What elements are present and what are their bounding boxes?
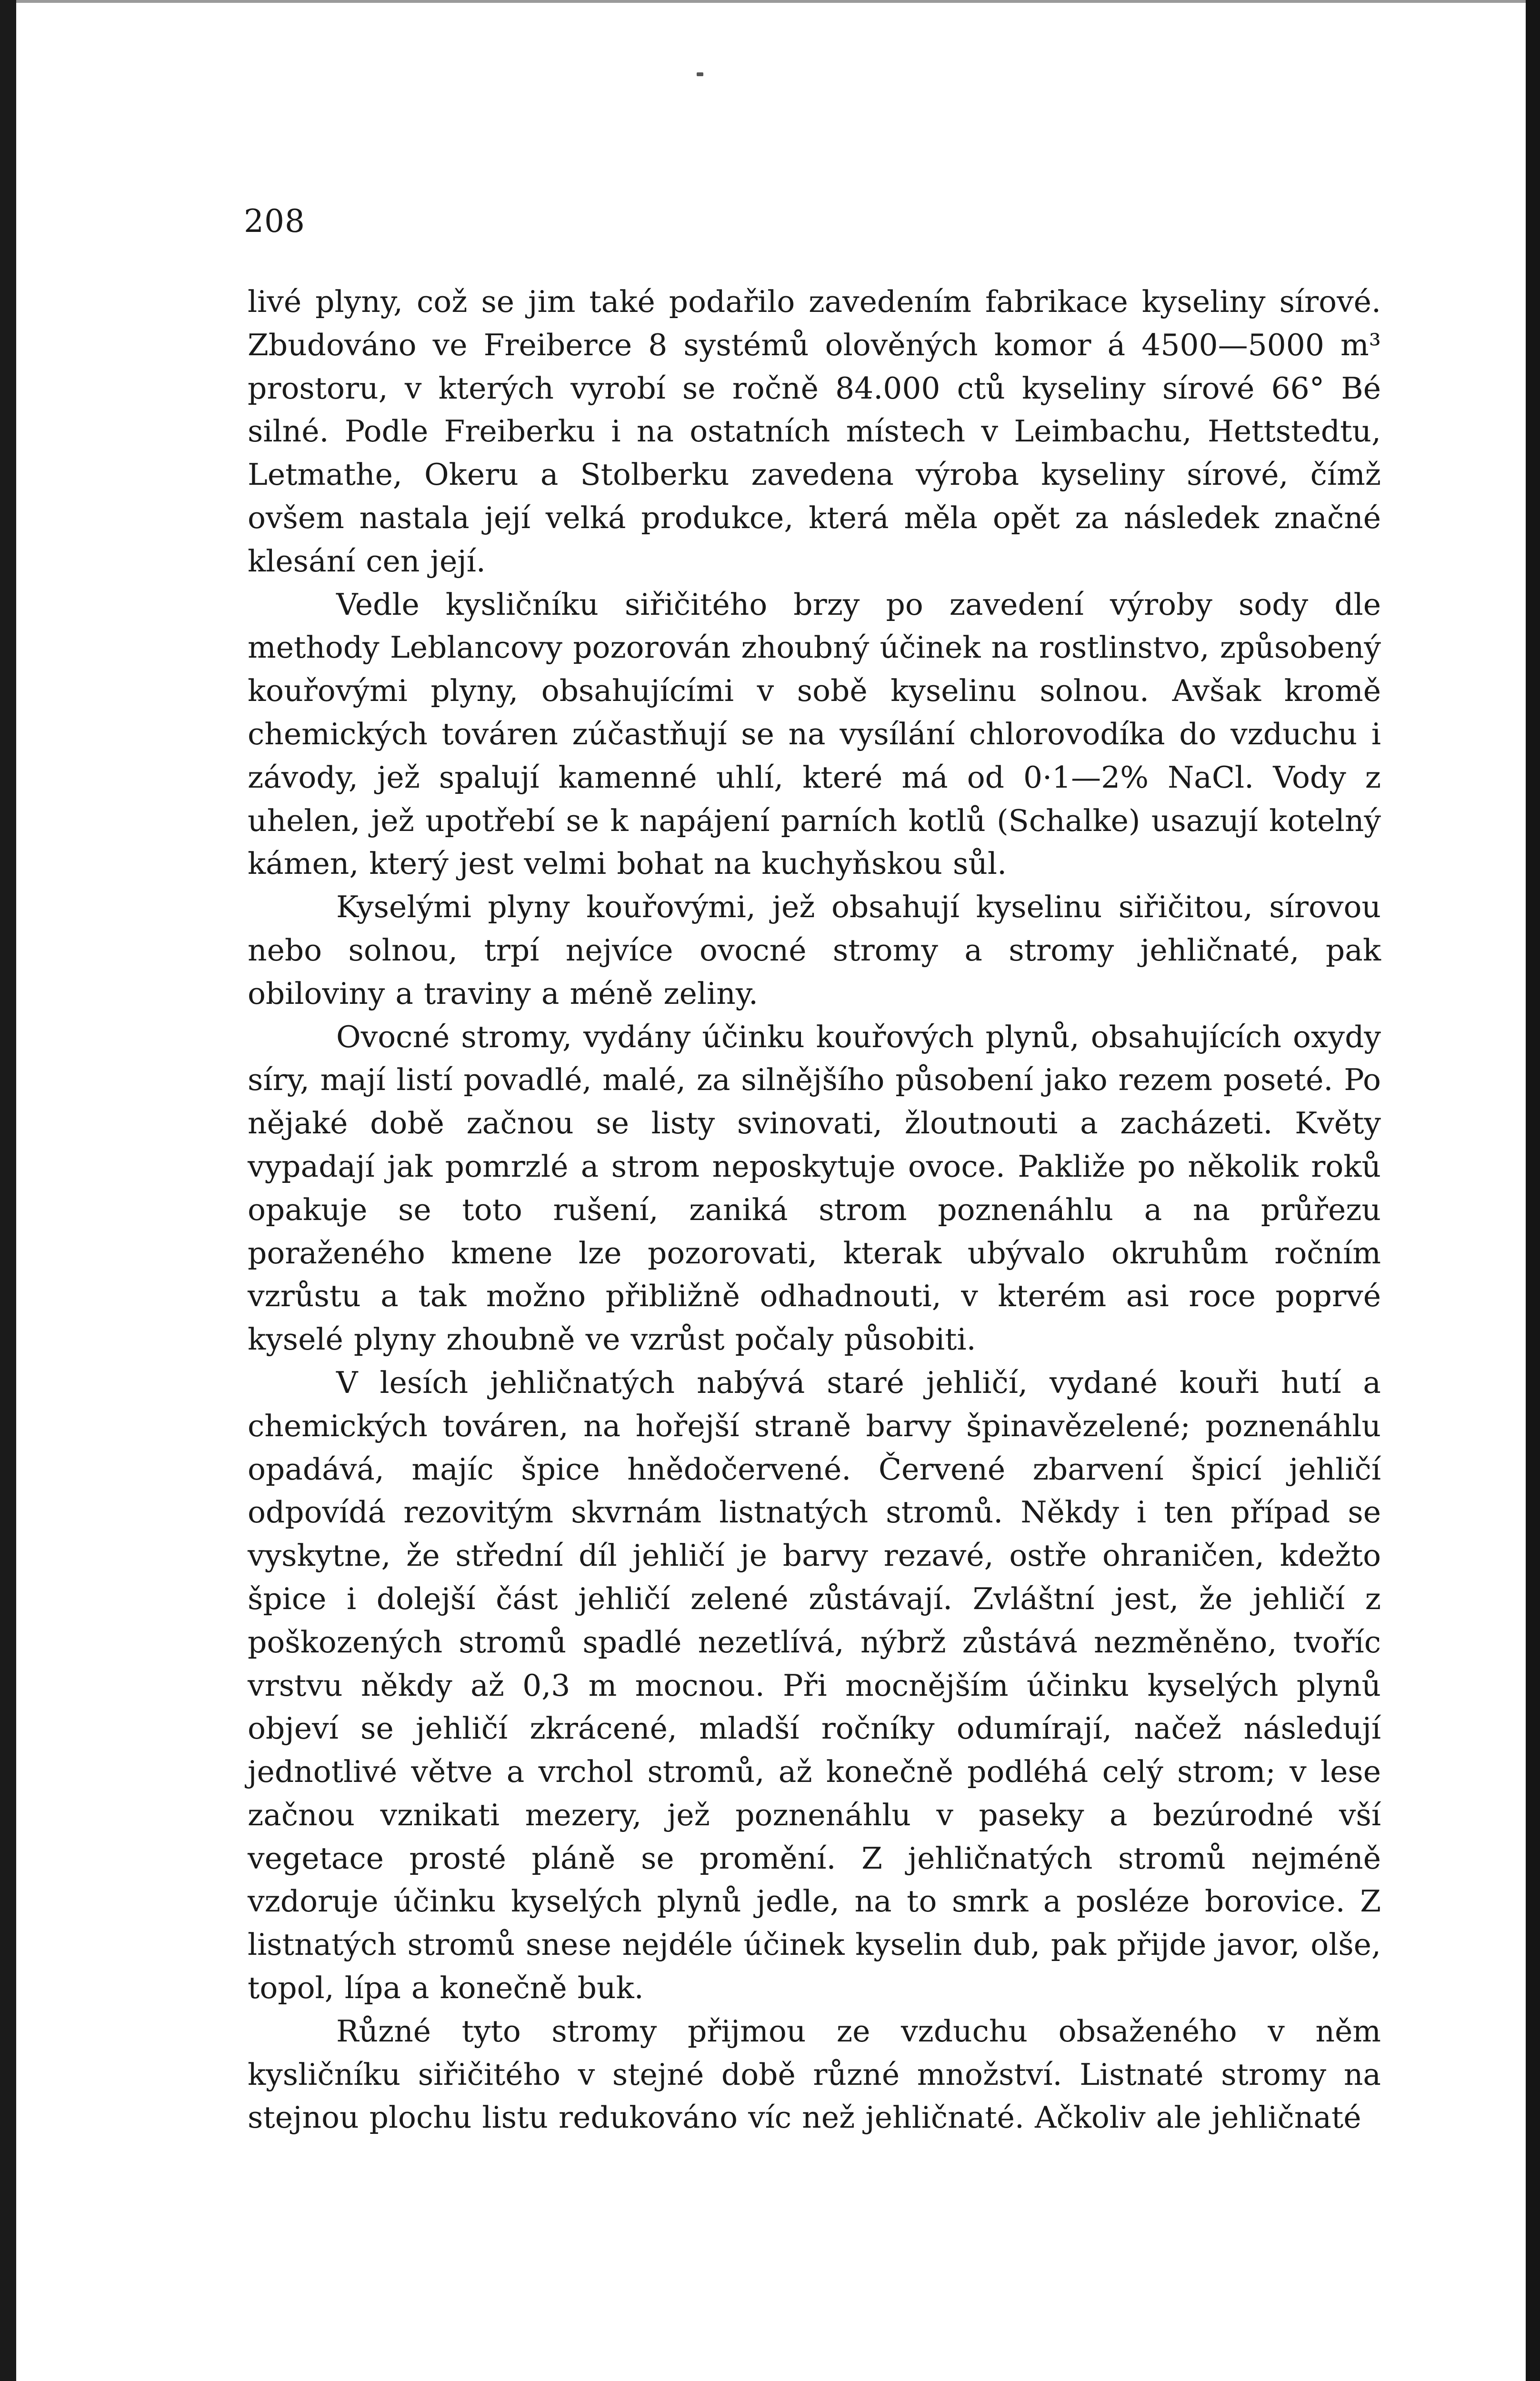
- paragraph-3: Kyselými plyny kouřovými, jež obsahují kyselinu siřičitou, sírovou nebo solnou, trpí nejvíce ovocné stromy a stromy jehličnaté, pak obiloviny a traviny a méně zeliny.: [248, 890, 1381, 1011]
- body-text: [248, 280, 1381, 2140]
- paragraph-6: Různé tyto stromy přijmou ze vzduchu obsaženého v něm kysličníku siřičitého v stejné době různé množství. Listnaté stromy na stejnou plochu listu redukováno víc než jehličnaté. Ačkoliv ale jehličnaté: [248, 2013, 1381, 2135]
- scan-top-edge: [0, 0, 1540, 3]
- paragraph-2: Vedle kysličníku siřičitého brzy po zavedení výroby sody dle methody Leblancovy pozorován zhoubný účinek na rostlinstvo, způsobený kouřovými plyny, obsahujícími v sobě kyselinu solnou. Avšak kromě chemických továren zúčastňují se na vysílání chlorovodíka do vzduchu i závody, jež spalují kamenné uhlí, které má od 0·1—2% NaCl. Vody z uhelen, jež upotřebí se k napájení parních kotlů (Schalke) usazují kotelný kámen, který jest velmi bohat na kuchyňskou sůl.: [248, 587, 1381, 881]
- page-number: 208: [244, 203, 305, 240]
- paragraph-5: V lesích jehličnatých nabývá staré jehličí, vydané kouři hutí a chemických továren, na hořejší straně barvy špinavězelené; poznenáhlu opadává, majíc špice hnědočervené. Červené zbarvení špicí jehličí odpovídá rezovitým skvrnám listnatých stromů. Někdy i ten případ se vyskytne, že střední díl jehličí je barvy rezavé, ostře ohraničen, kdežto špice i dolejší část jehličí zelené zůstávají. Zvláštní jest, že jehličí z poškozených stromů spadlé nezetlívá, nýbrž zůstává nezměněno, tvoříc vrstvu někdy až 0,3 m mocnou. Při mocnějším účinku kyselých plynů objeví se jehličí zkrácené, mladší ročníky odumírají, načež následují jednotlivé větve a vrchol stromů, až konečně podléhá celý strom; v lese začnou vznikati mezery, jež poznenáhlu v paseky a bezúrodné vší vegetace prosté pláně se promění. Z jehličnatých stromů nejméně vzdoruje účinku kyselých plynů jedle, na to smrk a posléze borovice. Z listnatých stromů snese nejdéle účinek kyselin dub, pak přijde javor, olše, topol, lípa a konečně buk.: [248, 1365, 1381, 2006]
- scan-left-edge: [0, 0, 16, 2381]
- scan-speck: [697, 72, 703, 76]
- paragraph-1: livé plyny, což se jim také podařilo zavedením fabrikace kyseliny sírové. Zbudováno ve Freiberce 8 systémů olověných komor á 4500—5000 m³ prostoru, v kterých vyrobí se ročně 84.000 ctů kyseliny sírové 66° Bé silné. Podle Freiberku i na ostatních místech v Leimbachu, Hettstedtu, Letmathe, Okeru a Stolberku zavedena výroba kyseliny sírové, čímž ovšem nastala její velká produkce, která měla opět za následek značné klesání cen její.: [248, 284, 1381, 579]
- paragraph-4: Ovocné stromy, vydány účinku kouřových plynů, obsahujících oxydy síry, mají listí povadlé, malé, za silnějšího působení jako rezem poseté. Po nějaké době začnou se listy svinovati, žloutnouti a zacházeti. Květy vypadají jak pomrzlé a strom neposkytuje ovoce. Pakliže po několik roků opakuje se toto rušení, zaniká strom poznenáhlu a na průřezu poraženého kmene lze pozorovati, kterak ubývalo okruhům ročním vzrůstu a tak možno přibližně odhadnouti, v kterém asi roce poprvé kyselé plyny zhoubně ve vzrůst počaly působiti.: [248, 1019, 1381, 1357]
- scan-right-edge: [1526, 0, 1540, 2381]
